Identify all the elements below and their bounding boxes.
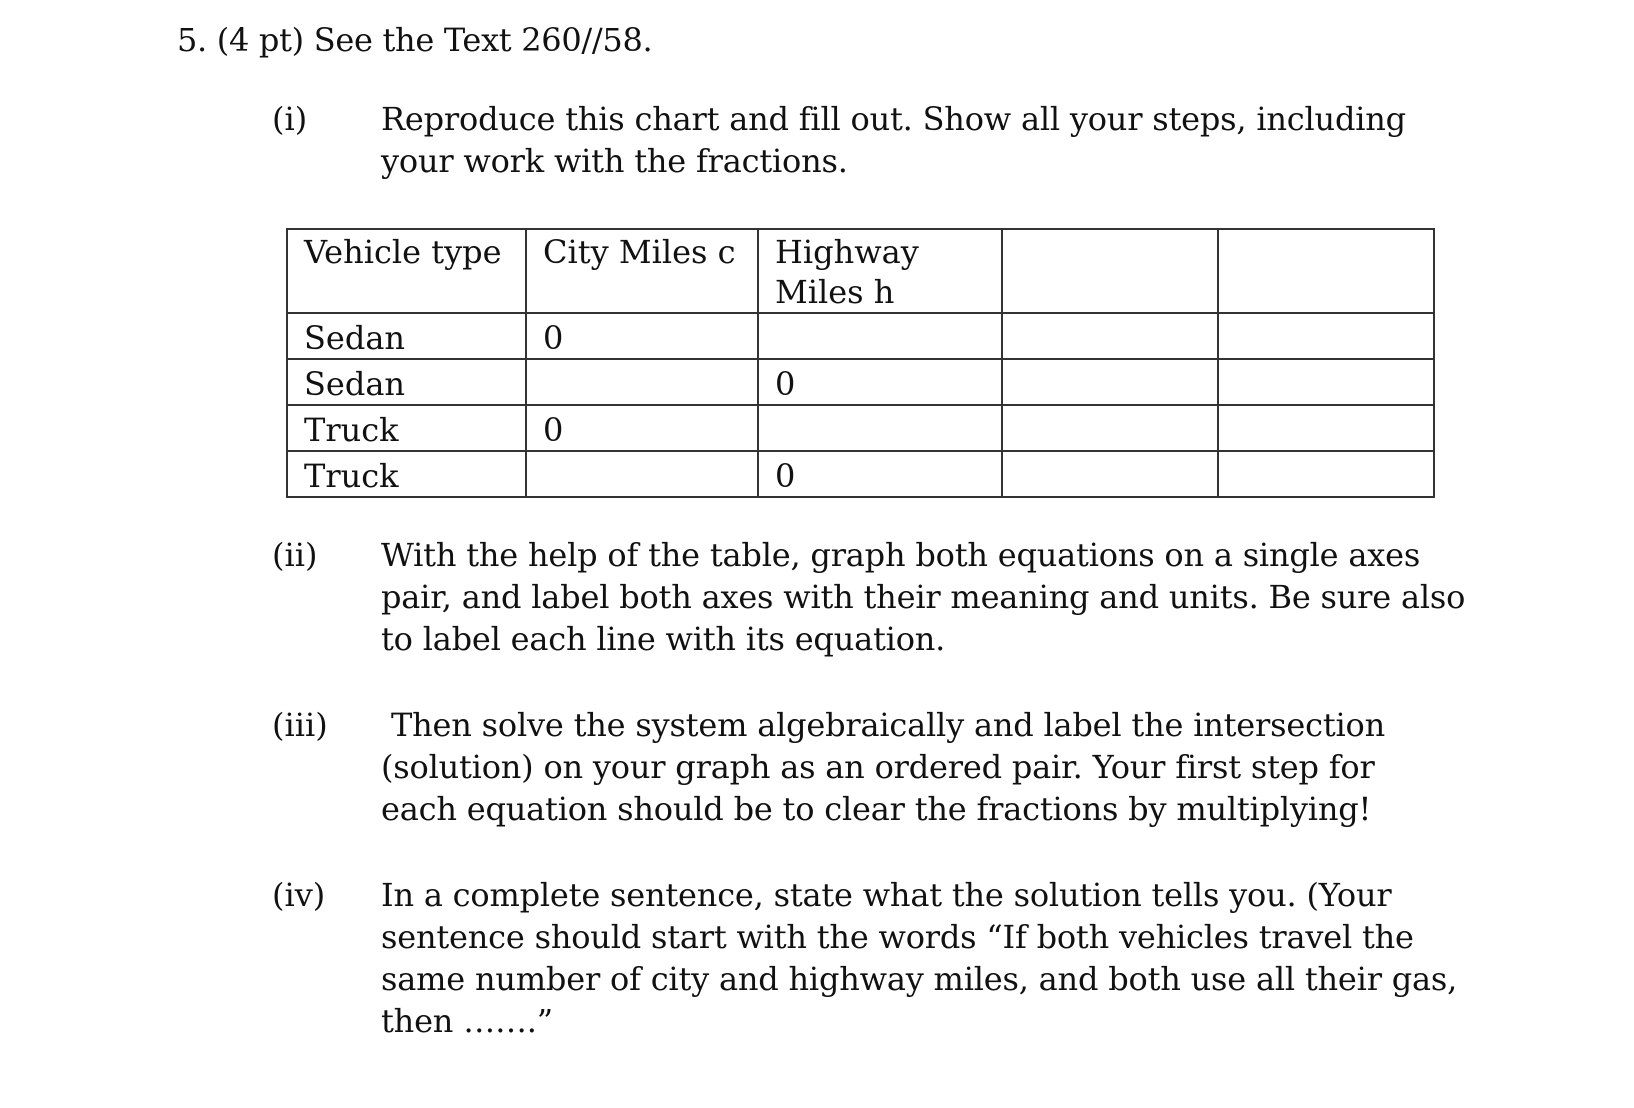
table-cell: Truck xyxy=(287,451,526,497)
part-iv-line-2: sentence should start with the words “If both vehicles travel the xyxy=(381,918,1414,956)
header-blank-2[interactable] xyxy=(1218,229,1434,313)
part-i-label: (i) xyxy=(272,100,308,138)
table-row xyxy=(287,451,1434,497)
part-ii-line-2: pair, and label both axes with their meaning and units. Be sure also xyxy=(381,578,1466,616)
part-iii-line-1: Then solve the system algebraically and label the intersection xyxy=(391,706,1385,744)
table-cell[interactable] xyxy=(1218,405,1434,451)
table-cell[interactable] xyxy=(526,451,758,497)
table-cell[interactable] xyxy=(1218,359,1434,405)
part-ii-label: (ii) xyxy=(272,536,318,574)
table-cell[interactable] xyxy=(1002,359,1218,405)
table-row xyxy=(287,313,1434,359)
vehicle-chart-table xyxy=(286,228,1435,498)
part-i-line-1: Reproduce this chart and fill out. Show all your steps, including xyxy=(381,100,1406,138)
table-cell[interactable] xyxy=(1218,313,1434,359)
part-iii-line-2: (solution) on your graph as an ordered pair. Your first step for xyxy=(381,748,1375,786)
table-cell[interactable] xyxy=(1218,451,1434,497)
table-cell[interactable] xyxy=(1002,451,1218,497)
part-i-line-2: your work with the fractions. xyxy=(381,142,848,180)
part-iii-line-3: each equation should be to clear the fractions by multiplying! xyxy=(381,790,1372,828)
table-cell: Sedan xyxy=(287,359,526,405)
header-highway-line-1: Highway xyxy=(775,233,919,271)
table-row xyxy=(287,405,1434,451)
part-ii-line-1: With the help of the table, graph both equations on a single axes xyxy=(381,536,1421,574)
table-cell[interactable] xyxy=(758,405,1002,451)
part-iv-label: (iv) xyxy=(272,876,326,914)
part-iii-label: (iii) xyxy=(272,706,328,744)
header-city-miles: City Miles c xyxy=(526,229,758,313)
part-ii-text xyxy=(381,534,1466,660)
table-cell: Truck xyxy=(287,405,526,451)
table-cell[interactable]: 0 xyxy=(526,313,758,359)
header-highway-miles xyxy=(758,229,1002,313)
table-cell[interactable]: 0 xyxy=(758,359,1002,405)
table-cell[interactable] xyxy=(526,359,758,405)
part-iv-line-3: same number of city and highway miles, and both use all their gas, xyxy=(381,960,1458,998)
header-blank-1[interactable] xyxy=(1002,229,1218,313)
table-cell[interactable]: 0 xyxy=(758,451,1002,497)
part-i-text xyxy=(381,98,1461,182)
table-row xyxy=(287,359,1434,405)
table-cell[interactable]: 0 xyxy=(526,405,758,451)
part-iii-text xyxy=(381,704,1461,830)
table-cell[interactable] xyxy=(1002,405,1218,451)
table-cell[interactable] xyxy=(758,313,1002,359)
part-iv-line-1: In a complete sentence, state what the solution tells you. (Your xyxy=(381,876,1392,914)
table-header-row xyxy=(287,229,1434,313)
table-cell[interactable] xyxy=(1002,313,1218,359)
header-vehicle-type: Vehicle type xyxy=(287,229,526,313)
part-iv-line-4: then …….” xyxy=(381,1002,553,1040)
part-iv-text xyxy=(381,874,1461,1042)
header-highway-line-2: Miles h xyxy=(775,273,895,311)
table-cell: Sedan xyxy=(287,313,526,359)
part-ii-line-3: to label each line with its equation. xyxy=(381,620,946,658)
question-heading: 5. (4 pt) See the Text 260//58. xyxy=(177,21,653,59)
